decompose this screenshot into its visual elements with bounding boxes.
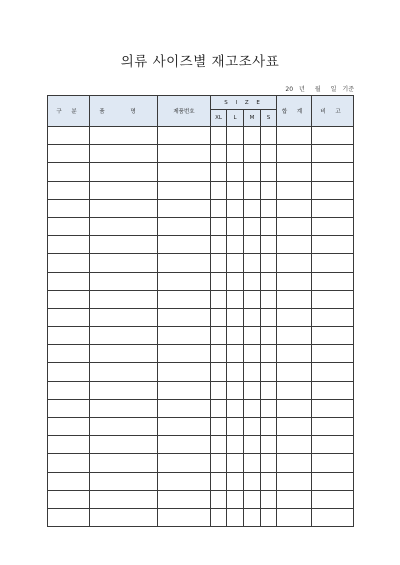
cell-size-l[interactable]: [227, 290, 244, 308]
cell-size-xl[interactable]: [211, 272, 227, 290]
table-row: [48, 436, 354, 454]
cell-product-number[interactable]: [158, 345, 211, 363]
cell-size-l[interactable]: [227, 181, 244, 199]
cell-size-s[interactable]: [261, 436, 277, 454]
cell-size-l[interactable]: [227, 472, 244, 490]
table-row: [48, 217, 354, 235]
cell-product-number[interactable]: [158, 290, 211, 308]
cell-size-xl[interactable]: [211, 508, 227, 526]
cell-product-number[interactable]: [158, 272, 211, 290]
cell-size-s[interactable]: [261, 508, 277, 526]
cell-size-l[interactable]: [227, 145, 244, 163]
header-total: 합 계: [277, 96, 312, 127]
cell-size-l[interactable]: [227, 254, 244, 272]
cell-size-s[interactable]: [261, 236, 277, 254]
cell-size-m[interactable]: [244, 308, 261, 326]
cell-total[interactable]: [277, 472, 312, 490]
table-row: [48, 508, 354, 526]
cell-size-s[interactable]: [261, 363, 277, 381]
cell-size-m[interactable]: [244, 145, 261, 163]
cell-product-number[interactable]: [158, 399, 211, 417]
cell-size-l[interactable]: [227, 381, 244, 399]
cell-size-xl[interactable]: [211, 308, 227, 326]
cell-item-name[interactable]: [90, 254, 158, 272]
cell-category[interactable]: [48, 236, 90, 254]
cell-remarks[interactable]: [312, 490, 354, 508]
cell-item-name[interactable]: [90, 290, 158, 308]
cell-remarks[interactable]: [312, 272, 354, 290]
cell-size-s[interactable]: [261, 163, 277, 181]
cell-item-name[interactable]: [90, 272, 158, 290]
cell-product-number[interactable]: [158, 381, 211, 399]
cell-total[interactable]: [277, 436, 312, 454]
cell-product-number[interactable]: [158, 254, 211, 272]
cell-product-number[interactable]: [158, 145, 211, 163]
date-year-unit: 년: [299, 86, 305, 93]
cell-size-m[interactable]: [244, 418, 261, 436]
cell-category[interactable]: [48, 454, 90, 472]
cell-size-xl[interactable]: [211, 199, 227, 217]
inventory-table: [47, 95, 354, 527]
cell-size-l[interactable]: [227, 454, 244, 472]
cell-size-s[interactable]: [261, 454, 277, 472]
cell-size-xl[interactable]: [211, 399, 227, 417]
cell-category[interactable]: [48, 290, 90, 308]
cell-size-s[interactable]: [261, 181, 277, 199]
cell-item-name[interactable]: [90, 508, 158, 526]
cell-total[interactable]: [277, 418, 312, 436]
cell-size-l[interactable]: [227, 436, 244, 454]
cell-size-m[interactable]: [244, 272, 261, 290]
header-size-xl: XL: [211, 110, 227, 127]
cell-item-name[interactable]: [90, 127, 158, 145]
cell-remarks[interactable]: [312, 145, 354, 163]
cell-size-s[interactable]: [261, 399, 277, 417]
cell-remarks[interactable]: [312, 454, 354, 472]
header-size-l: L: [227, 110, 244, 127]
cell-total[interactable]: [277, 181, 312, 199]
cell-item-name[interactable]: [90, 418, 158, 436]
cell-size-xl[interactable]: [211, 345, 227, 363]
cell-item-name[interactable]: [90, 236, 158, 254]
cell-total[interactable]: [277, 345, 312, 363]
cell-category[interactable]: [48, 217, 90, 235]
table-row: [48, 181, 354, 199]
cell-item-name[interactable]: [90, 145, 158, 163]
table-row: [48, 418, 354, 436]
cell-item-name[interactable]: [90, 345, 158, 363]
cell-remarks[interactable]: [312, 308, 354, 326]
table-row: [48, 454, 354, 472]
date-year-prefix: 20: [285, 86, 294, 93]
cell-category[interactable]: [48, 490, 90, 508]
cell-size-s[interactable]: [261, 127, 277, 145]
cell-remarks[interactable]: [312, 127, 354, 145]
cell-size-s[interactable]: [261, 145, 277, 163]
header-size-s: S: [261, 110, 277, 127]
cell-size-m[interactable]: [244, 436, 261, 454]
cell-size-xl[interactable]: [211, 290, 227, 308]
cell-size-s[interactable]: [261, 308, 277, 326]
cell-size-xl[interactable]: [211, 145, 227, 163]
cell-size-l[interactable]: [227, 199, 244, 217]
cell-total[interactable]: [277, 508, 312, 526]
date-month-unit: 월: [314, 86, 321, 93]
cell-size-m[interactable]: [244, 254, 261, 272]
cell-remarks[interactable]: [312, 345, 354, 363]
cell-size-xl[interactable]: [211, 436, 227, 454]
cell-size-m[interactable]: [244, 327, 261, 345]
cell-size-m[interactable]: [244, 181, 261, 199]
cell-total[interactable]: [277, 127, 312, 145]
cell-total[interactable]: [277, 254, 312, 272]
cell-category[interactable]: [48, 127, 90, 145]
cell-product-number[interactable]: [158, 327, 211, 345]
cell-total[interactable]: [277, 490, 312, 508]
cell-category[interactable]: [48, 436, 90, 454]
cell-item-name[interactable]: [90, 363, 158, 381]
cell-size-xl[interactable]: [211, 472, 227, 490]
header-item-name: 품 명: [90, 96, 158, 127]
cell-total[interactable]: [277, 145, 312, 163]
cell-size-m[interactable]: [244, 363, 261, 381]
cell-size-l[interactable]: [227, 217, 244, 235]
cell-size-l[interactable]: [227, 308, 244, 326]
table-row: [48, 236, 354, 254]
cell-product-number[interactable]: [158, 363, 211, 381]
cell-product-number[interactable]: [158, 436, 211, 454]
cell-category[interactable]: [48, 399, 90, 417]
cell-category[interactable]: [48, 145, 90, 163]
cell-size-s[interactable]: [261, 254, 277, 272]
cell-product-number[interactable]: [158, 454, 211, 472]
cell-size-m[interactable]: [244, 399, 261, 417]
table-row: [48, 308, 354, 326]
cell-total[interactable]: [277, 217, 312, 235]
cell-item-name[interactable]: [90, 308, 158, 326]
cell-size-l[interactable]: [227, 236, 244, 254]
cell-category[interactable]: [48, 327, 90, 345]
cell-total[interactable]: [277, 199, 312, 217]
cell-remarks[interactable]: [312, 399, 354, 417]
table-row: [48, 472, 354, 490]
cell-category[interactable]: [48, 163, 90, 181]
cell-product-number[interactable]: [158, 490, 211, 508]
cell-remarks[interactable]: [312, 163, 354, 181]
cell-size-s[interactable]: [261, 472, 277, 490]
cell-size-l[interactable]: [227, 163, 244, 181]
cell-remarks[interactable]: [312, 418, 354, 436]
header-remarks: 비 고: [312, 96, 354, 127]
date-day-unit: 일: [330, 86, 337, 93]
cell-product-number[interactable]: [158, 181, 211, 199]
cell-size-xl[interactable]: [211, 363, 227, 381]
cell-size-l[interactable]: [227, 345, 244, 363]
cell-size-m[interactable]: [244, 217, 261, 235]
table-row: [48, 290, 354, 308]
cell-size-xl[interactable]: [211, 217, 227, 235]
cell-size-m[interactable]: [244, 163, 261, 181]
cell-total[interactable]: [277, 163, 312, 181]
cell-total[interactable]: [277, 399, 312, 417]
table-row: [48, 145, 354, 163]
cell-product-number[interactable]: [158, 127, 211, 145]
cell-remarks[interactable]: [312, 472, 354, 490]
cell-category[interactable]: [48, 308, 90, 326]
cell-size-m[interactable]: [244, 472, 261, 490]
cell-remarks[interactable]: [312, 381, 354, 399]
cell-remarks[interactable]: [312, 290, 354, 308]
cell-category[interactable]: [48, 345, 90, 363]
table-row: [48, 127, 354, 145]
cell-size-m[interactable]: [244, 290, 261, 308]
table-row: [48, 490, 354, 508]
cell-remarks[interactable]: [312, 436, 354, 454]
cell-item-name[interactable]: [90, 436, 158, 454]
cell-category[interactable]: [48, 381, 90, 399]
cell-product-number[interactable]: [158, 236, 211, 254]
cell-total[interactable]: [277, 272, 312, 290]
cell-item-name[interactable]: [90, 490, 158, 508]
cell-size-m[interactable]: [244, 490, 261, 508]
cell-size-xl[interactable]: [211, 381, 227, 399]
cell-category[interactable]: [48, 254, 90, 272]
table-row: [48, 363, 354, 381]
cell-size-xl[interactable]: [211, 181, 227, 199]
cell-size-l[interactable]: [227, 508, 244, 526]
table-row: [48, 381, 354, 399]
cell-item-name[interactable]: [90, 399, 158, 417]
table-row: [48, 345, 354, 363]
table-row: [48, 327, 354, 345]
cell-total[interactable]: [277, 381, 312, 399]
cell-remarks[interactable]: [312, 217, 354, 235]
cell-remarks[interactable]: [312, 254, 354, 272]
cell-item-name[interactable]: [90, 472, 158, 490]
cell-product-number[interactable]: [158, 508, 211, 526]
cell-item-name[interactable]: [90, 327, 158, 345]
cell-size-xl[interactable]: [211, 127, 227, 145]
cell-size-m[interactable]: [244, 454, 261, 472]
cell-item-name[interactable]: [90, 381, 158, 399]
cell-total[interactable]: [277, 236, 312, 254]
cell-category[interactable]: [48, 508, 90, 526]
cell-size-xl[interactable]: [211, 254, 227, 272]
cell-size-xl[interactable]: [211, 163, 227, 181]
cell-total[interactable]: [277, 327, 312, 345]
table-row: [48, 399, 354, 417]
date-line: [285, 84, 354, 93]
cell-size-l[interactable]: [227, 327, 244, 345]
cell-remarks[interactable]: [312, 236, 354, 254]
cell-size-m[interactable]: [244, 236, 261, 254]
cell-total[interactable]: [277, 290, 312, 308]
table-body: [48, 127, 354, 527]
cell-size-s[interactable]: [261, 381, 277, 399]
cell-product-number[interactable]: [158, 418, 211, 436]
cell-size-l[interactable]: [227, 363, 244, 381]
header-size-group: S I Z E: [211, 96, 277, 110]
cell-category[interactable]: [48, 472, 90, 490]
cell-remarks[interactable]: [312, 508, 354, 526]
cell-size-s[interactable]: [261, 327, 277, 345]
cell-size-m[interactable]: [244, 381, 261, 399]
cell-size-l[interactable]: [227, 399, 244, 417]
cell-remarks[interactable]: [312, 181, 354, 199]
cell-category[interactable]: [48, 363, 90, 381]
table-row: [48, 199, 354, 217]
table-row: [48, 163, 354, 181]
cell-remarks[interactable]: [312, 199, 354, 217]
cell-total[interactable]: [277, 308, 312, 326]
cell-size-s[interactable]: [261, 490, 277, 508]
cell-size-s[interactable]: [261, 345, 277, 363]
cell-item-name[interactable]: [90, 199, 158, 217]
cell-item-name[interactable]: [90, 163, 158, 181]
cell-size-s[interactable]: [261, 290, 277, 308]
cell-size-s[interactable]: [261, 199, 277, 217]
cell-item-name[interactable]: [90, 454, 158, 472]
header-category: 구 분: [48, 96, 90, 127]
cell-product-number[interactable]: [158, 308, 211, 326]
cell-size-l[interactable]: [227, 272, 244, 290]
table-row: [48, 272, 354, 290]
header-product-number: 제품번호: [158, 96, 211, 127]
cell-category[interactable]: [48, 418, 90, 436]
cell-category[interactable]: [48, 272, 90, 290]
cell-item-name[interactable]: [90, 181, 158, 199]
cell-size-s[interactable]: [261, 272, 277, 290]
cell-size-xl[interactable]: [211, 236, 227, 254]
cell-size-m[interactable]: [244, 508, 261, 526]
cell-product-number[interactable]: [158, 199, 211, 217]
cell-size-xl[interactable]: [211, 327, 227, 345]
cell-size-m[interactable]: [244, 199, 261, 217]
cell-size-xl[interactable]: [211, 490, 227, 508]
cell-category[interactable]: [48, 199, 90, 217]
cell-size-s[interactable]: [261, 418, 277, 436]
cell-size-m[interactable]: [244, 345, 261, 363]
cell-size-l[interactable]: [227, 127, 244, 145]
cell-size-s[interactable]: [261, 217, 277, 235]
cell-total[interactable]: [277, 454, 312, 472]
cell-product-number[interactable]: [158, 163, 211, 181]
cell-size-m[interactable]: [244, 127, 261, 145]
cell-size-l[interactable]: [227, 418, 244, 436]
page-title: 의류 사이즈별 재고조사표: [120, 54, 280, 70]
cell-remarks[interactable]: [312, 363, 354, 381]
cell-size-xl[interactable]: [211, 418, 227, 436]
cell-item-name[interactable]: [90, 217, 158, 235]
cell-product-number[interactable]: [158, 217, 211, 235]
cell-product-number[interactable]: [158, 472, 211, 490]
cell-remarks[interactable]: [312, 327, 354, 345]
cell-category[interactable]: [48, 181, 90, 199]
header-size-m: M: [244, 110, 261, 127]
table-row: [48, 254, 354, 272]
cell-total[interactable]: [277, 363, 312, 381]
cell-size-xl[interactable]: [211, 454, 227, 472]
cell-size-l[interactable]: [227, 490, 244, 508]
date-basis: 기준: [342, 86, 354, 93]
